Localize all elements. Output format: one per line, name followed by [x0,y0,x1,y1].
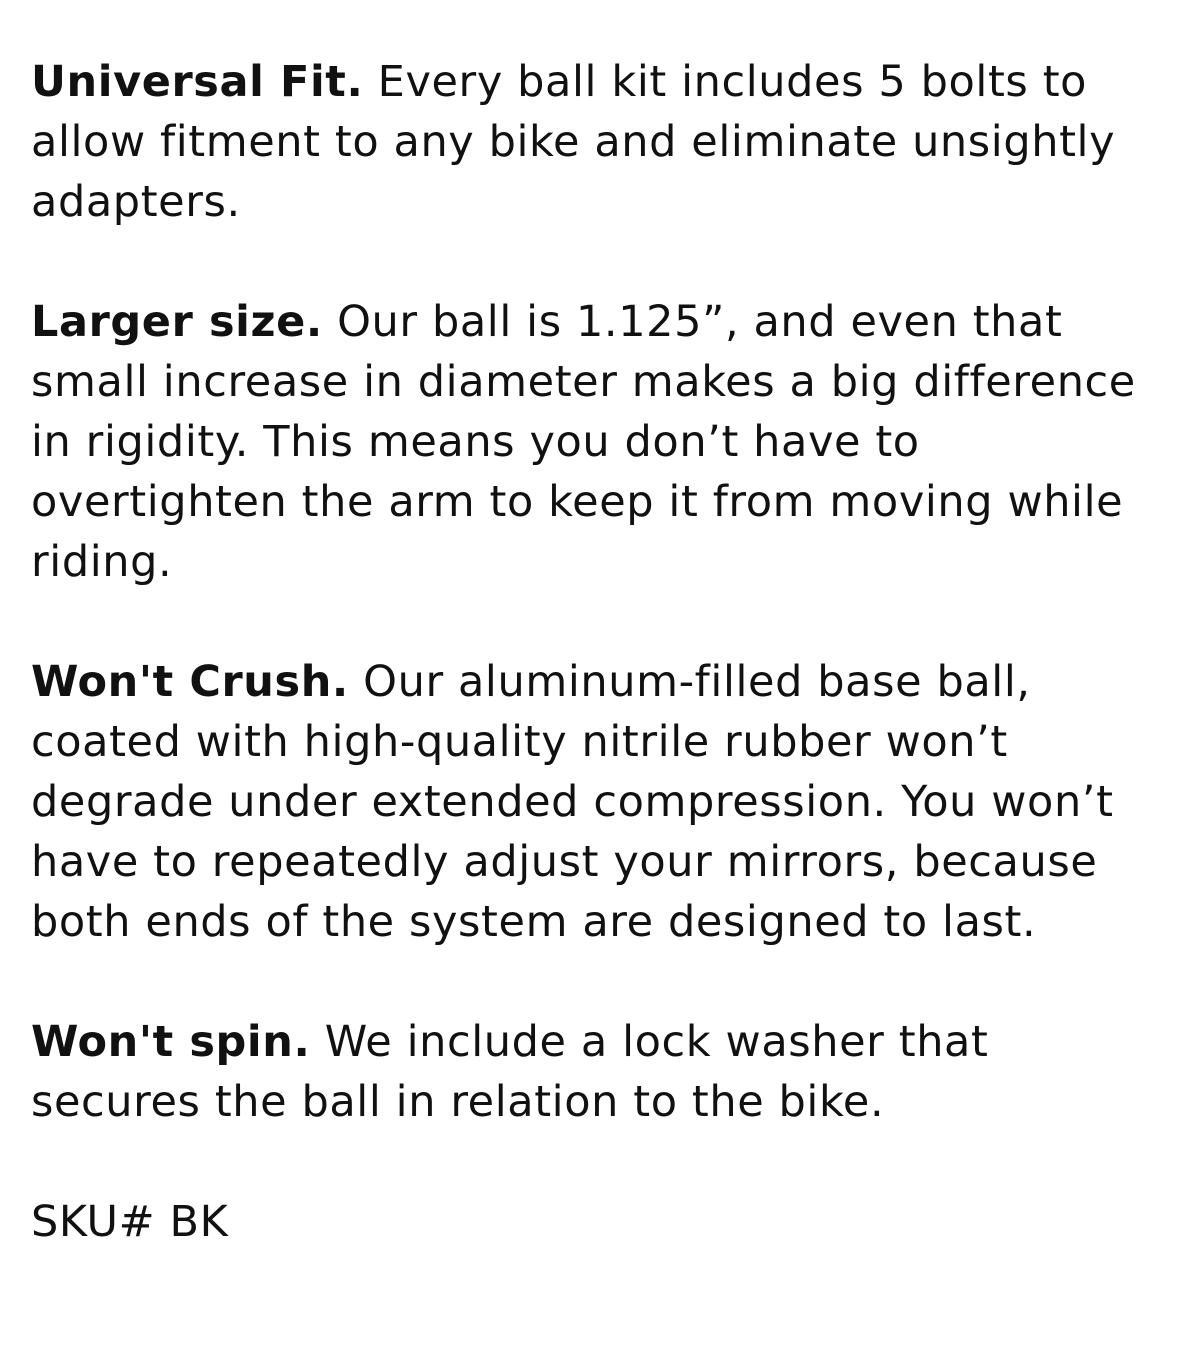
feature-body: Every ball kit includes 5 bolts to allow fitment to any bike and eliminate unsightly adapters. [31,57,1116,227]
feature-larger-size [31,292,1161,592]
feature-heading: Won't Crush. [31,657,349,707]
feature-heading: Universal Fit. [31,57,364,107]
feature-body: Our ball is 1.125”, and even that small increase in diameter makes a big difference in rigidity. This means you don’t have to overtighten the arm to keep it from moving while riding. [31,297,1136,587]
sku-label: SKU# BK [31,1197,229,1247]
feature-heading: Larger size. [31,297,323,347]
feature-wont-spin [31,1012,1161,1132]
feature-body: Our aluminum-filled base ball, coated with high-quality nitrile rubber won’t degrade under extended compression. You won’t have to repeatedly adjust your mirrors, because both ends of the system are designed to last. [31,657,1114,947]
feature-body: We include a lock washer that secures the ball in relation to the bike. [31,1017,989,1127]
product-description [31,52,1161,1252]
feature-universal-fit [31,52,1161,232]
feature-wont-crush [31,652,1161,952]
feature-heading: Won't spin. [31,1017,311,1067]
